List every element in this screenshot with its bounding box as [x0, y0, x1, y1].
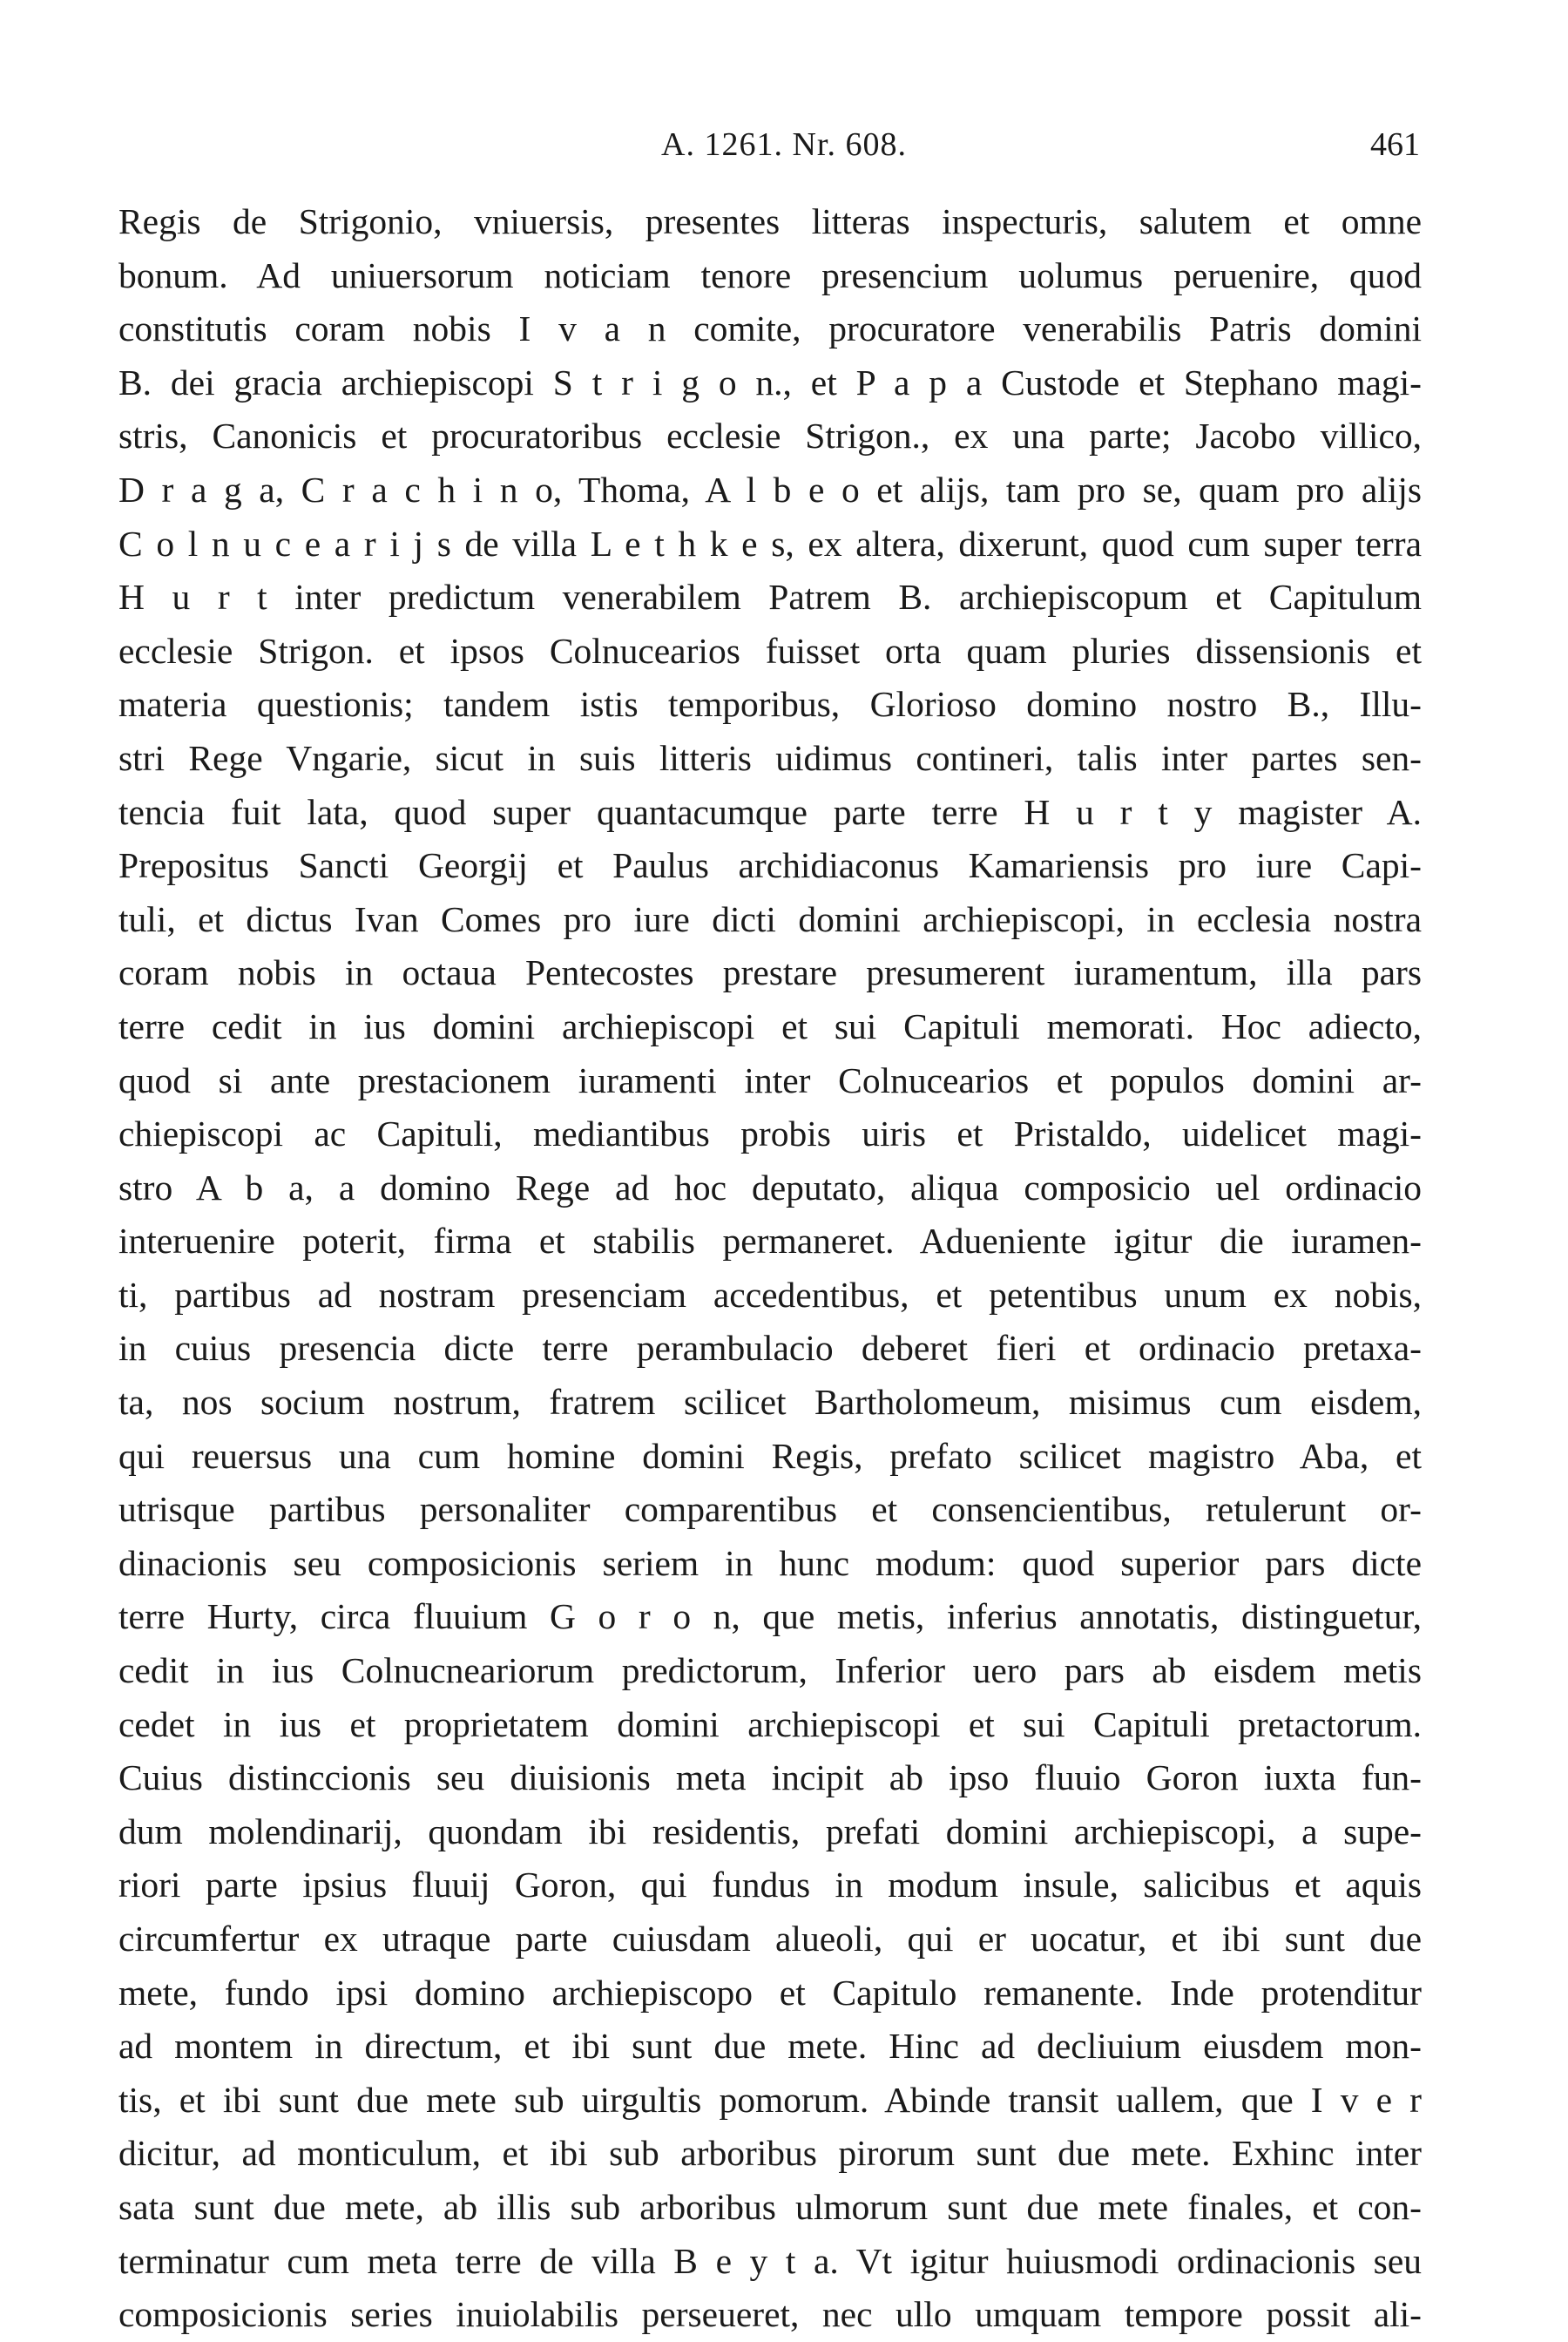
text-line: stri Rege Vngarie, sicut in suis litteris uidimus contineri, talis inter partes sen-: [118, 737, 1422, 778]
text-line: mete, fundo ipsi domino archiepiscopo et Capitulo remanente. Inde protenditur: [118, 1972, 1422, 2013]
text-line: dicitur, ad monticulum, et ibi sub arboribus pirorum sunt due mete. Exhinc inter: [118, 2133, 1422, 2174]
text-line: qui reuersus una cum homine domini Regis, prefato scilicet magistro Aba, et: [118, 1435, 1422, 1476]
text-line: coram nobis in octaua Pentecostes prestare presumerent iuramentum, illa pars: [118, 952, 1422, 993]
text-line: B. dei gracia archiepiscopi S t r i g o n., et P a p a Custode et Stephano magi-: [118, 362, 1422, 403]
text-line: circumfertur ex utraque parte cuiusdam alueoli, qui er uocatur, et ibi sunt due: [118, 1919, 1422, 1959]
text-line: Regis de Strigonio, vniuersis, presentes litteras inspecturis, salutem et omne: [118, 201, 1422, 241]
text-line: terminatur cum meta terre de villa B e y t a. Vt igitur huiusmodi ordinacionis seu: [118, 2240, 1422, 2281]
text-line: tis, et ibi sunt due mete sub uirgultis pomorum. Abinde transit uallem, que I v e r: [118, 2079, 1422, 2120]
text-line: Cuius distinccionis seu diuisionis meta incipit ab ipso fluuio Goron iuxta fun-: [118, 1757, 1422, 1798]
running-head: [0, 118, 1568, 171]
text-line: tencia fuit lata, quod super quantacumque parte terre H u r t y magister A.: [118, 791, 1422, 832]
running-head-title: A. 1261. Nr. 608.: [661, 126, 907, 163]
text-line: interuenire poterit, firma et stabilis permaneret. Adueniente igitur die iuramen-: [118, 1221, 1422, 1262]
text-line: cedet in ius et proprietatem domini archiepiscopi et sui Capituli pretactorum.: [118, 1703, 1422, 1744]
body-text: [118, 195, 1422, 2342]
text-line: sata sunt due mete, ab illis sub arboribus ulmorum sunt due mete finales, et con-: [118, 2186, 1422, 2227]
text-line: bonum. Ad uniuersorum noticiam tenore presencium uolumus peruenire, quod: [118, 254, 1422, 295]
text-line: composicionis series inuiolabilis perseueret, nec ullo umquam tempore possit ali-: [118, 2294, 1422, 2335]
text-line: C o l n u c e a r i j s de villa L e t h k e s, ex altera, dixerunt, quod cum super terra: [118, 523, 1422, 564]
text-line: quod si ante prestacionem iuramenti inter Colnucearios et populos domini ar-: [118, 1059, 1422, 1100]
text-line: tuli, et dictus Ivan Comes pro iure dicti domini archiepiscopi, in ecclesia nostra: [118, 898, 1422, 939]
text-line: ad montem in directum, et ibi sunt due mete. Hinc ad decliuium eiusdem mon-: [118, 2026, 1422, 2067]
text-line: Prepositus Sancti Georgij et Paulus archidiaconus Kamariensis pro iure Capi-: [118, 845, 1422, 886]
text-line: in cuius presencia dicte terre perambulacio deberet fieri et ordinacio pretaxa-: [118, 1328, 1422, 1369]
text-line: dum molendinarij, quondam ibi residentis, prefati domini archiepiscopi, a supe-: [118, 1811, 1422, 1851]
text-line: ta, nos socium nostrum, fratrem scilicet Bartholomeum, misimus cum eisdem,: [118, 1382, 1422, 1423]
text-line: dinacionis seu composicionis seriem in hunc modum: quod superior pars dicte: [118, 1542, 1422, 1583]
text-line: cedit in ius Colnucneariorum predictorum, Inferior uero pars ab eisdem metis: [118, 1650, 1422, 1691]
text-line: materia questionis; tandem istis temporibus, Glorioso domino nostro B., Illu-: [118, 684, 1422, 725]
text-line: stro A b a, a domino Rege ad hoc deputato, aliqua composicio uel ordinacio: [118, 1167, 1422, 1208]
text-line: constitutis coram nobis I v a n comite, procuratore venerabilis Patris domini: [118, 308, 1422, 349]
text-line: stris, Canonicis et procuratoribus ecclesie Strigon., ex una parte; Jacobo villico,: [118, 416, 1422, 457]
text-line: H u r t inter predictum venerabilem Patrem B. archiepiscopum et Capitulum: [118, 577, 1422, 618]
text-line: terre Hurty, circa fluuium G o r o n, que metis, inferius annotatis, distinguetur,: [118, 1596, 1422, 1637]
text-line: ecclesie Strigon. et ipsos Colnucearios fuisset orta quam pluries dissensionis et: [118, 630, 1422, 671]
text-line: riori parte ipsius fluuij Goron, qui fundus in modum insule, salicibus et aquis: [118, 1865, 1422, 1905]
text-line: D r a g a, C r a c h i n o, Thoma, A l b e o et alijs, tam pro se, quam pro alijs: [118, 469, 1422, 510]
text-line: terre cedit in ius domini archiepiscopi et sui Capituli memorati. Hoc adiecto,: [118, 1005, 1422, 1046]
page-number: 461: [1370, 126, 1420, 163]
text-line: chiepiscopi ac Capituli, mediantibus probis uiris et Pristaldo, uidelicet magi-: [118, 1113, 1422, 1154]
text-line: utrisque partibus personaliter comparentibus et consencientibus, retulerunt or-: [118, 1489, 1422, 1530]
text-line: ti, partibus ad nostram presenciam accedentibus, et petentibus unum ex nobis,: [118, 1274, 1422, 1315]
